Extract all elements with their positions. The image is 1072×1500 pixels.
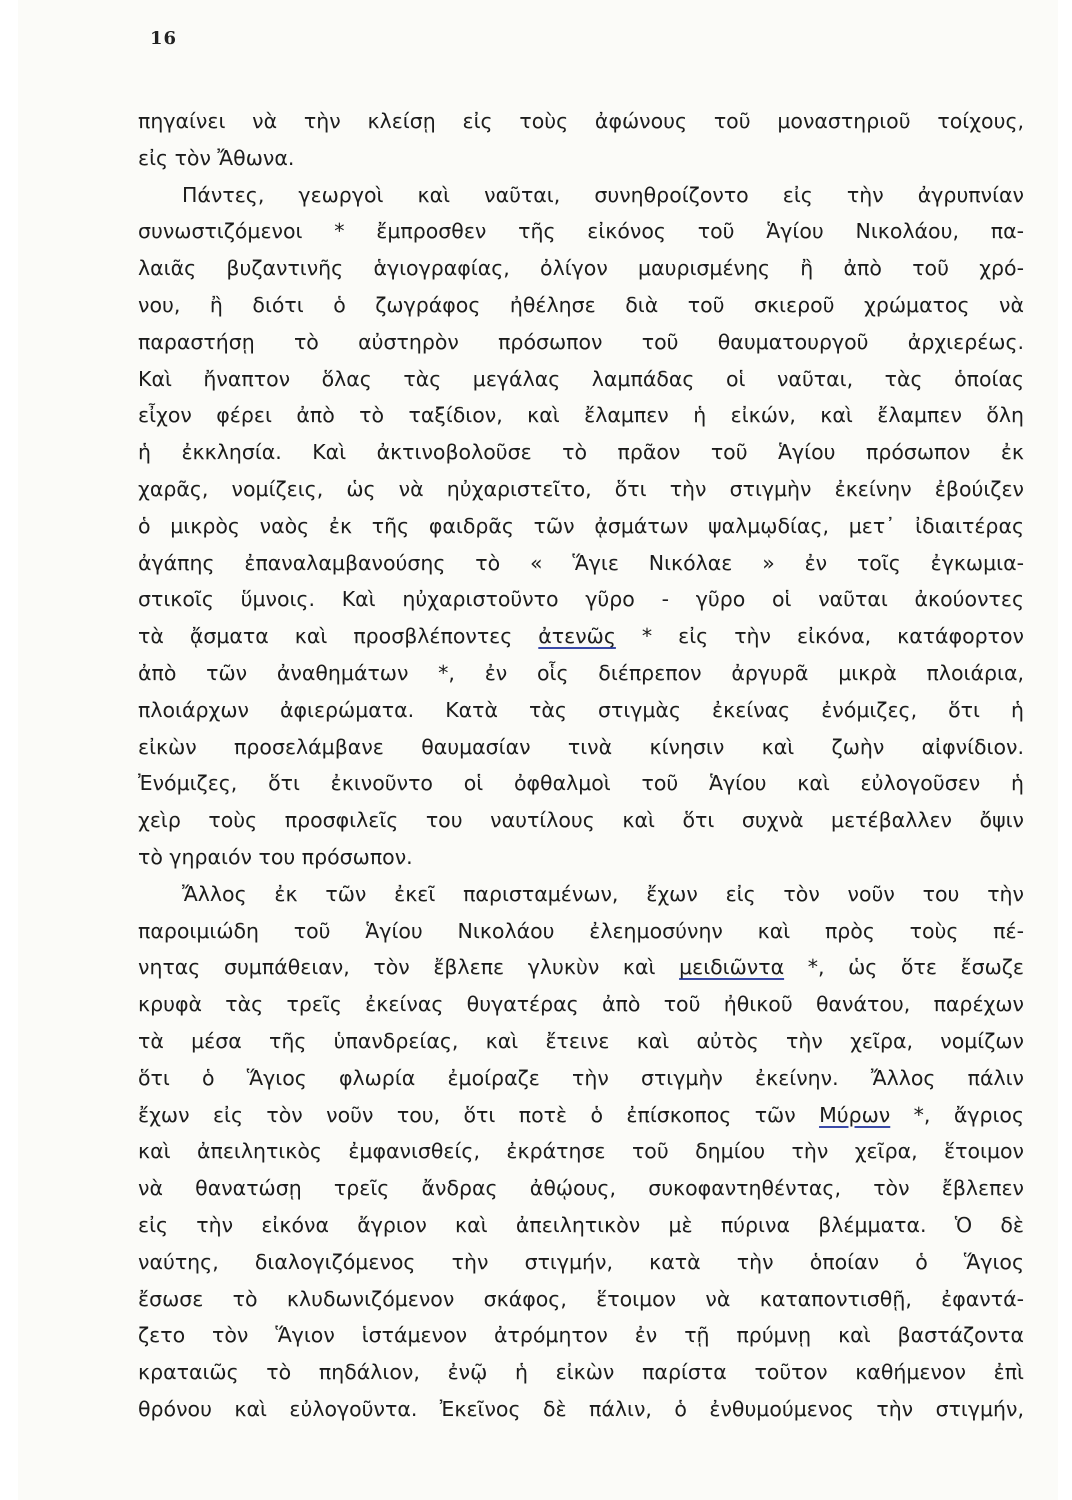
text-line: [138, 839, 1024, 876]
text-line: [138, 765, 1024, 802]
text-span: στικοῖς ὕμνοις. Καὶ ηὐχαριστοῦντο γῦρο - γῦρο οἱ ναῦται ἀκούοντες: [138, 587, 1024, 612]
text-line: [138, 434, 1024, 471]
text-span: εἰκὼν προσελάμβανε θαυμασίαν τινὰ κίνησιν καὶ ζωὴν αἰφνίδιον.: [138, 734, 1024, 759]
text-line: [138, 471, 1024, 508]
body-text: [138, 103, 1024, 1428]
text-span: *, ὡς ὅτε ἔσωζε: [784, 955, 1024, 980]
text-span: χεὶρ τοὺς προσφιλεῖς του ναυτίλους καὶ ὅτι συχνὰ μετέβαλλεν ὄψιν: [138, 808, 1024, 833]
text-span: ἀπὸ τῶν ἀναθημάτων *, ἐν οἷς διέπρεπον ἀργυρᾶ μικρὰ πλοιάρια,: [138, 660, 1024, 685]
text-line: [138, 581, 1024, 618]
book-page: [18, 0, 1058, 1500]
text-span: * εἰς τὴν εἰκόνα, κατάφορτον: [615, 624, 1024, 649]
text-span: ὁ μικρὸς ναὸς ἐκ τῆς φαιδρᾶς τῶν ᾀσμάτων ψαλμῳδίας, μετ᾽ ἰδιαιτέρας: [138, 513, 1024, 538]
text-span: χαρᾶς, νομίζεις, ὡς νὰ ηὐχαριστεῖτο, ὅτι τὴν στιγμὴν ἐκείνην ἐβούιζεν: [138, 476, 1024, 501]
text-span: εἶχον φέρει ἀπὸ τὸ ταξίδιον, καὶ ἔλαμπεν ἡ εἰκών, καὶ ἔλαμπεν ὅλη: [138, 403, 1024, 428]
text-line: [138, 692, 1024, 729]
text-span: ναύτης, διαλογιζόμενος τὴν στιγμήν, κατὰ τὴν ὁποίαν ὁ Ἅγιος: [138, 1249, 1024, 1274]
text-line: [138, 1170, 1024, 1207]
underlined-word: μειδιῶντα: [679, 955, 785, 980]
text-line: [138, 1391, 1024, 1428]
text-line: [138, 949, 1024, 986]
text-line: [138, 1060, 1024, 1097]
text-span: ἔσωσε τὸ κλυδωνιζόμενον σκάφος, ἕτοιμον νὰ καταποντισθῇ, ἐφαντά-: [138, 1286, 1024, 1311]
text-span: Πάντες, γεωργοὶ καὶ ναῦται, συνηθροίζοντο εἰς τὴν ἀγρυπνίαν: [182, 182, 1024, 207]
text-span: Ἄλλος ἐκ τῶν ἐκεῖ παρισταμένων, ἔχων εἰς τὸν νοῦν του τὴν: [182, 881, 1024, 906]
text-line: [138, 177, 1024, 214]
text-line: [138, 913, 1024, 950]
text-line: [138, 1281, 1024, 1318]
text-span: καὶ ἀπειλητικὸς ἐμφανισθείς, ἐκράτησε τοῦ δημίου τὴν χεῖρα, ἕτοιμον: [138, 1139, 1024, 1164]
text-line: [138, 361, 1024, 398]
underlined-word: Μύρων: [819, 1102, 891, 1127]
text-span: τὰ ᾄσματα καὶ προσβλέποντες: [138, 624, 539, 649]
underlined-word: ἀτενῶς: [538, 624, 616, 649]
text-line: [138, 140, 1024, 177]
text-span: παραστήσῃ τὸ αὐστηρὸν πρόσωπον τοῦ θαυματουργοῦ ἀρχιερέως.: [138, 329, 1024, 354]
text-span: κρυφὰ τὰς τρεῖς ἐκείνας θυγατέρας ἀπὸ τοῦ ἠθικοῦ θανάτου, παρέχων: [138, 992, 1024, 1017]
text-line: [138, 876, 1024, 913]
text-line: [138, 655, 1024, 692]
text-span: παροιμιώδη τοῦ Ἁγίου Νικολάου ἐλεημοσύνην καὶ πρὸς τοὺς πέ-: [138, 918, 1024, 943]
text-line: [138, 1207, 1024, 1244]
text-span: τὸ γηραιόν του πρόσωπον.: [138, 844, 413, 869]
text-line: [138, 508, 1024, 545]
text-span: ἔχων εἰς τὸν νοῦν του, ὅτι ποτὲ ὁ ἐπίσκοπος τῶν: [138, 1102, 820, 1127]
text-line: [138, 729, 1024, 766]
text-line: [138, 1317, 1024, 1354]
text-line: [138, 986, 1024, 1023]
text-line: [138, 1244, 1024, 1281]
text-line: [138, 802, 1024, 839]
text-span: εἰς τὸν Ἄθωνα.: [138, 145, 295, 170]
text-span: πηγαίνει νὰ τὴν κλείσῃ εἰς τοὺς ἀφώνους τοῦ μοναστηριοῦ τοίχους,: [138, 109, 1024, 133]
text-span: νὰ θανατώσῃ τρεῖς ἄνδρας ἀθῴους, συκοφαντηθέντας, τὸν ἔβλεπεν: [138, 1176, 1024, 1201]
text-line: [138, 545, 1024, 582]
text-span: νου, ἢ διότι ὁ ζωγράφος ἠθέλησε διὰ τοῦ σκιεροῦ χρώματος νὰ: [138, 292, 1024, 317]
text-span: ἡ ἐκκλησία. Καὶ ἀκτινοβολοῦσε τὸ πρᾶον τοῦ Ἁγίου πρόσωπον ἐκ: [138, 440, 1024, 465]
text-line: [138, 618, 1024, 655]
text-span: ὅτι ὁ Ἅγιος φλωρία ἐμοίραζε τὴν στιγμὴν ἐκείνην. Ἄλλος πάλιν: [138, 1065, 1024, 1090]
text-line: [138, 213, 1024, 250]
text-line: [138, 324, 1024, 361]
text-span: συνωστιζόμενοι * ἔμπροσθεν τῆς εἰκόνος τοῦ Ἁγίου Νικολάου, πα-: [138, 219, 1024, 244]
text-line: [138, 1023, 1024, 1060]
text-line: [138, 287, 1024, 324]
text-span: Ἐνόμιζες, ὅτι ἐκινοῦντο οἱ ὀφθαλμοὶ τοῦ Ἁγίου καὶ εὐλογοῦσεν ἡ: [138, 771, 1024, 796]
text-line: [138, 1354, 1024, 1391]
text-span: τὰ μέσα τῆς ὑπανδρείας, καὶ ἔτεινε καὶ αὐτὸς τὴν χεῖρα, νομίζων: [138, 1028, 1024, 1053]
text-line: [138, 1133, 1024, 1170]
text-span: *, ἄγριος: [890, 1102, 1024, 1127]
text-span: ἀγάπης ἐπαναλαμβανούσης τὸ « Ἅγιε Νικόλαε » ἐν τοῖς ἐγκωμια-: [138, 550, 1024, 575]
text-line: [138, 103, 1024, 140]
text-span: λαιᾶς βυζαντινῆς ἁγιογραφίας, ὀλίγον μαυρισμένης ἢ ἀπὸ τοῦ χρό-: [138, 256, 1024, 281]
text-line: [138, 1097, 1024, 1134]
text-span: κραταιῶς τὸ πηδάλιον, ἐνῷ ἡ εἰκὼν παρίστα τοῦτον καθήμενον ἐπὶ: [138, 1360, 1024, 1385]
text-span: θρόνου καὶ εὐλογοῦντα. Ἐκεῖνος δὲ πάλιν, ὁ ἐνθυμούμενος τὴν στιγμήν,: [138, 1396, 1024, 1421]
text-line: [138, 397, 1024, 434]
page-number: 16: [150, 28, 178, 49]
text-line: [138, 250, 1024, 287]
text-span: πλοιάρχων ἀφιερώματα. Κατὰ τὰς στιγμὰς ἐκείνας ἐνόμιζες, ὅτι ἡ: [138, 697, 1024, 722]
text-span: νητας συμπάθειαν, τὸν ἔβλεπε γλυκὺν καὶ: [138, 955, 680, 980]
text-span: εἰς τὴν εἰκόνα ἄγριον καὶ ἀπειλητικὸν μὲ πύρινα βλέμματα. Ὁ δὲ: [138, 1212, 1024, 1237]
text-span: ζετο τὸν Ἅγιον ἱστάμενον ἀτρόμητον ἐν τῇ πρύμνῃ καὶ βαστάζοντα: [138, 1323, 1024, 1348]
text-span: Καὶ ἤναπτον ὅλας τὰς μεγάλας λαμπάδας οἱ ναῦται, τὰς ὁποίας: [138, 366, 1024, 391]
